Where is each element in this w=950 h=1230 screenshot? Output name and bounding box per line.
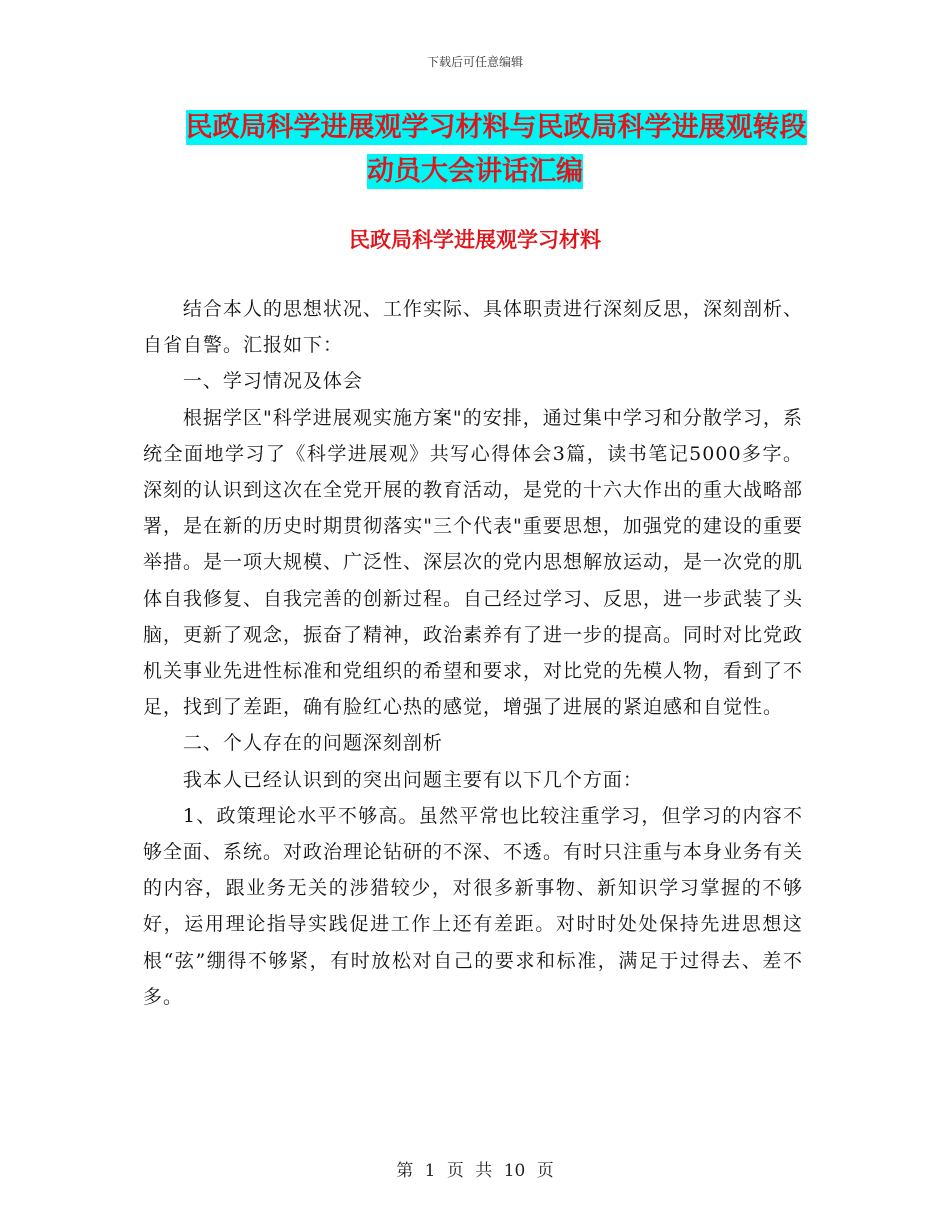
document-title [0, 106, 950, 194]
document-title-line-1: 民政局科学进展观学习材料与民政局科学进展观转段 [185, 112, 807, 143]
paragraph-intro: 结合本人的思想状况、工作实际、具体职责进行深刻反思，深刻剖析、自省自警。汇报如下： [143, 298, 803, 357]
heading-study-situation: 一、学习情况及体会 [182, 370, 363, 393]
header-note: 下载后可任意编辑 [426, 55, 523, 69]
heading-personal-problems: 二、个人存在的问题深刻剖析 [182, 732, 443, 755]
document-title-line-2: 动员大会讲话汇编 [367, 156, 583, 187]
document-body [143, 291, 803, 1015]
paragraph-problem-1: 1、政策理论水平不够高。虽然平常也比较注重学习，但学习的内容不够全面、系统。对政治理论钻研的不深、不透。有时只注重与本身业务有关的内容，跟业务无关的涉猎较少，对很多新事物、新知识学习掌握的不够好，运用理论指导实践促进工作上还有差距。对时时处处保持先进思想这根“弦”绷得不够紧，有时放松对自己的要求和标准，满足于过得去、差不多。 [143, 804, 804, 1008]
section-title: 民政局科学进展观学习材料 [349, 228, 601, 252]
paragraph-problems-intro: 我本人已经认识到的突出问题主要有以下几个方面： [182, 768, 643, 791]
paragraph-study-details: 根据学区"科学进展观实施方案"的安排，通过集中学习和分散学习，系统全面地学习了《科学进展观》共写心得体会3篇，读书笔记5000多字。深刻的认识到这次在全党开展的教育活动，是党的十六大作出的重大战略部署，是在新的历史时期贯彻落实"三个代表"重要思想，加强党的建设的重要举措。是一项大规模、广泛性、深层次的党内思想解放运动，是一次党的肌体自我修复、自我完善的创新过程。自己经过学习、反思，进一步武装了头脑，更新了观念，振奋了精神，政治素养有了进一步的提高。同时对比党政机关事业先进性标准和党组织的希望和要求，对比党的先模人物，看到了不足，找到了差距，确有脸红心热的感觉，增强了进展的紧迫感和自觉性。 [143, 406, 804, 719]
page-footer: 第 1 页 共 10 页 [396, 1161, 554, 1181]
